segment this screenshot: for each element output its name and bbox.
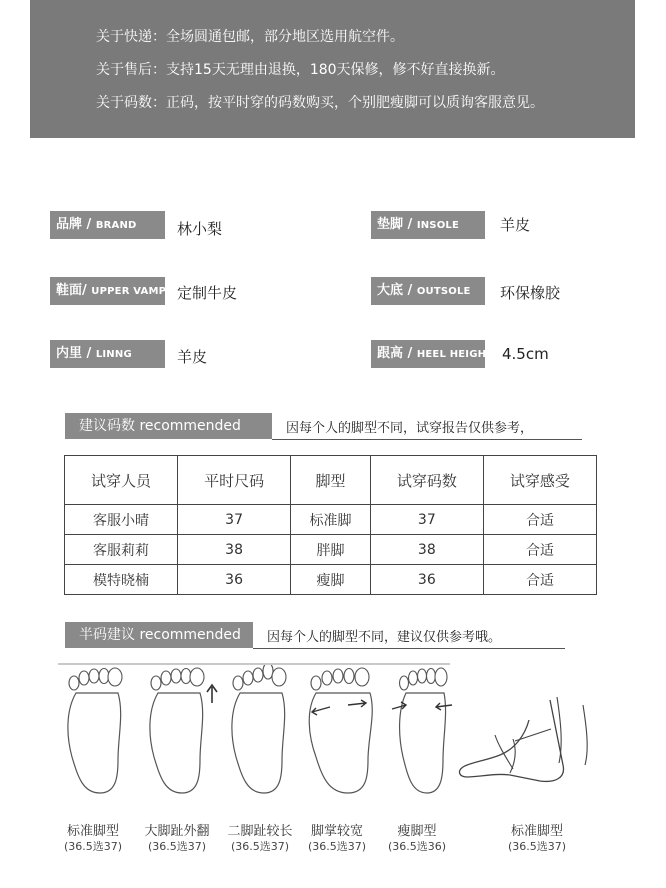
foot-sub-narrow: (36.5选36) — [387, 840, 447, 853]
half-size-underline — [253, 648, 565, 649]
spec-value-lining: 羊皮 — [177, 348, 208, 366]
standard-foot-icon — [68, 668, 122, 793]
table-cell: 38 — [370, 535, 483, 565]
recommended-size-tab: 建议码数 recommended — [65, 413, 272, 439]
spec-label-heel-height: 跟高 / HEEL HEIGHT — [371, 340, 485, 368]
table-header-row — [65, 456, 597, 505]
foot-sub-standard: (36.5选37) — [63, 840, 123, 853]
foot-illustrations — [50, 665, 620, 815]
spec-label-brand: 品牌 / BRAND — [50, 211, 165, 239]
table-cell: 合适 — [483, 565, 596, 595]
recommended-size-underline — [272, 439, 582, 440]
bunion-foot-icon — [150, 668, 217, 793]
table-header-cell: 脚型 — [291, 456, 371, 505]
half-size-tab: 半码建议 recommended — [65, 622, 253, 648]
wide-foot-icon — [309, 668, 372, 793]
table-cell: 合适 — [483, 535, 596, 565]
table-cell: 客服莉莉 — [65, 535, 178, 565]
side-view-foot-icon — [460, 697, 588, 781]
spec-value-upper: 定制牛皮 — [177, 284, 238, 302]
recommended-size-note: 因每个人的脚型不同，试穿报告仅供参考， — [286, 421, 534, 436]
spec-value-heel-height: 4.5cm — [502, 345, 549, 363]
spec-label-lining: 内里 / LINNG — [50, 340, 165, 368]
table-row — [65, 535, 597, 565]
foot-label-wide: 脚掌较宽 — [310, 824, 363, 839]
table-cell: 瘦脚 — [291, 565, 371, 595]
foot-label-bunion: 大脚趾外翻 — [144, 824, 210, 839]
foot-sub-wide: (36.5选37) — [307, 840, 367, 853]
foot-label-long-second-toe: 二脚趾较长 — [227, 824, 293, 839]
narrow-foot-icon — [392, 668, 452, 793]
table-cell: 37 — [370, 505, 483, 535]
table-cell: 37 — [178, 505, 291, 535]
sizing-note: 关于码数：正码，按平时穿的码数购买，个别肥瘦脚可以质询客服意见。 — [96, 95, 544, 111]
table-header-cell: 试穿感受 — [483, 456, 596, 505]
spec-value-outsole: 环保橡胶 — [500, 284, 561, 302]
long-second-toe-foot-icon — [232, 665, 286, 793]
foot-sub-bunion: (36.5选37) — [147, 840, 207, 853]
table-cell: 36 — [178, 565, 291, 595]
table-cell: 标准脚 — [291, 505, 371, 535]
info-banner — [30, 0, 635, 138]
table-row — [65, 565, 597, 595]
table-row — [65, 505, 597, 535]
table-cell: 38 — [178, 535, 291, 565]
spec-value-brand: 林小梨 — [177, 220, 223, 238]
foot-label-narrow: 瘦脚型 — [397, 824, 437, 839]
table-cell: 36 — [370, 565, 483, 595]
spec-label-outsole: 大底 / OUTSOLE — [371, 277, 485, 305]
fit-report-table — [64, 455, 597, 595]
table-cell: 客服小晴 — [65, 505, 178, 535]
foot-label-standard: 标准脚型 — [66, 824, 119, 839]
foot-sub-side-view: (36.5选37) — [507, 840, 567, 853]
table-cell: 模特晓楠 — [65, 565, 178, 595]
table-header-cell: 试穿人员 — [65, 456, 178, 505]
table-cell: 合适 — [483, 505, 596, 535]
spec-value-insole: 羊皮 — [500, 216, 531, 234]
foot-label-side-view: 标准脚型 — [510, 824, 563, 839]
after-sales-note: 关于售后：支持15天无理由退换，180天保修，修不好直接换新。 — [96, 62, 505, 78]
table-header-cell: 平时尺码 — [178, 456, 291, 505]
spec-label-upper: 鞋面/ UPPER VAMP — [50, 277, 165, 305]
table-cell: 胖脚 — [291, 535, 371, 565]
shipping-note: 关于快递：全场圆通包邮，部分地区选用航空件。 — [96, 29, 404, 45]
spec-label-insole: 垫脚 / INSOLE — [371, 211, 485, 239]
half-size-note: 因每个人的脚型不同，建议仅供参考哦。 — [267, 630, 502, 645]
table-header-cell: 试穿码数 — [370, 456, 483, 505]
foot-sub-long-second-toe: (36.5选37) — [230, 840, 290, 853]
